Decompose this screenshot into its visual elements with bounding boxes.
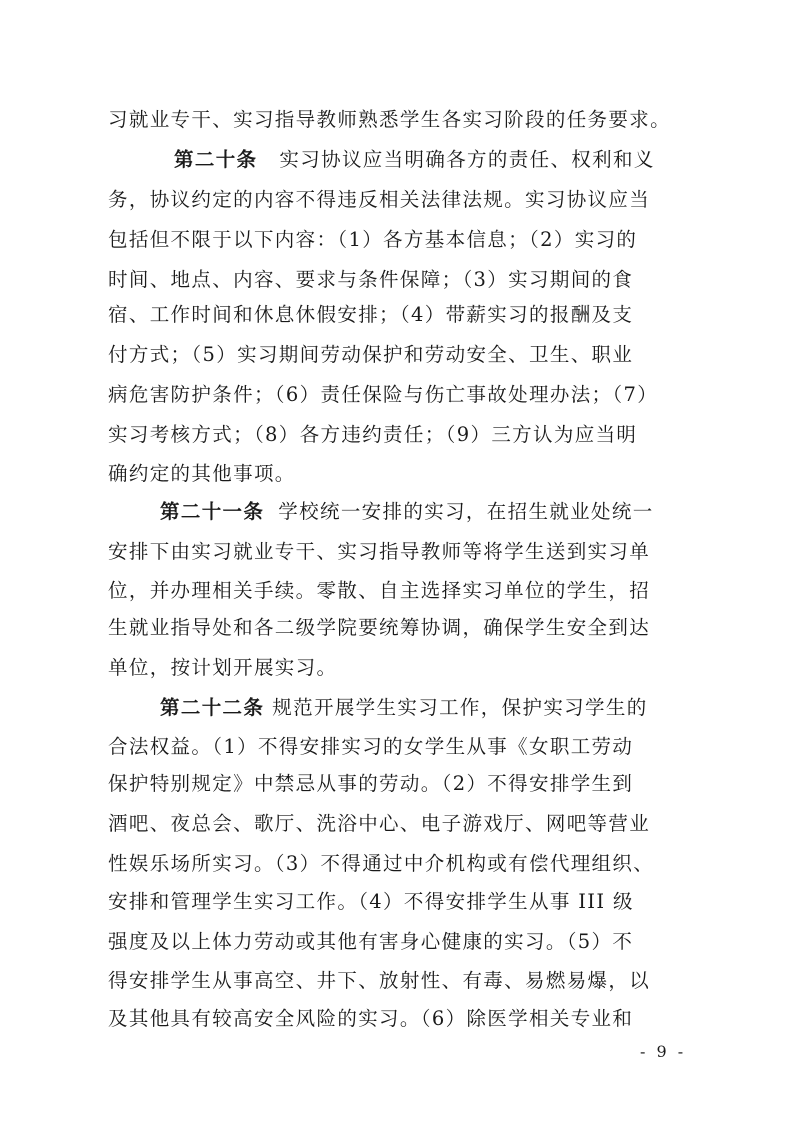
text-line: 病危害防护条件；（6）责任保险与伤亡事故处理办法；（7） <box>108 383 659 406</box>
text-line: 付方式；（5）实习期间劳动保护和劳动安全、卫生、职业 <box>108 343 634 366</box>
text-line: 性娱乐场所实习。（3）不得通过中介机构或有偿代理组织、 <box>108 852 655 875</box>
text-line: 安排和管理学生实习工作。（4）不得安排学生从事 III 级 <box>108 890 634 913</box>
text-line: 保护特别规定》中禁忌从事的劳动。（2）不得安排学生到 <box>108 772 634 795</box>
text-line: 生就业指导处和各二级学院要统筹协调，确保学生安全到达 <box>108 616 651 639</box>
text-line: 强度及以上体力劳动或其他有害身心健康的实习。（5）不 <box>108 930 634 953</box>
text-line: 包括但不限于以下内容：（1）各方基本信息；（2）实习的 <box>108 228 638 251</box>
text-line: 安排下由实习就业专干、实习指导教师等将学生送到实习单 <box>108 540 651 563</box>
text-line: 习就业专干、实习指导教师熟悉学生各实习阶段的任务要求。 <box>108 108 671 131</box>
text-line: 及其他具有较高安全风险的实习。（6）除医学相关专业和 <box>108 1007 634 1030</box>
article-number: 第二十一条 <box>160 500 265 523</box>
text-line: 得安排学生从事高空、井下、放射性、有毒、易燃易爆，以 <box>108 969 651 992</box>
text-line: 实习考核方式；（8）各方违约责任；（9）三方认为应当明 <box>108 423 638 446</box>
text-line: 单位，按计划开展实习。 <box>108 656 338 679</box>
text-line: 合法权益。（1）不得安排实习的女学生从事《女职工劳动 <box>108 735 634 758</box>
page-number: - 9 - <box>640 1042 687 1061</box>
text-line: 务，协议约定的内容不得违反相关法律法规。实习协议应当 <box>108 188 651 211</box>
article-number: 第二十二条 <box>160 696 265 719</box>
article-number: 第二十条 <box>174 148 258 171</box>
text-line: 位，并办理相关手续。零散、自主选择实习单位的学生，招 <box>108 579 651 602</box>
text-segment: 学校统一安排的实习，在招生就业处统一 <box>278 500 654 523</box>
article-heading-line <box>174 148 694 172</box>
text-line: 确约定的其他事项。 <box>108 462 296 485</box>
text-line: 酒吧、夜总会、歌厅、洗浴中心、电子游戏厅、网吧等营业 <box>108 812 651 835</box>
article-heading-line <box>160 696 694 720</box>
text-segment: 规范开展学生实习工作，保护实习学生的 <box>272 696 648 719</box>
text-line: 宿、工作时间和休息休假安排；（4）带薪实习的报酬及支 <box>108 303 634 326</box>
article-heading-line <box>160 500 694 524</box>
text-line: 时间、地点、内容、要求与条件保障；（3）实习期间的食 <box>108 268 634 291</box>
text-segment: 实习协议应当明确各方的责任、权利和义 <box>279 148 655 171</box>
